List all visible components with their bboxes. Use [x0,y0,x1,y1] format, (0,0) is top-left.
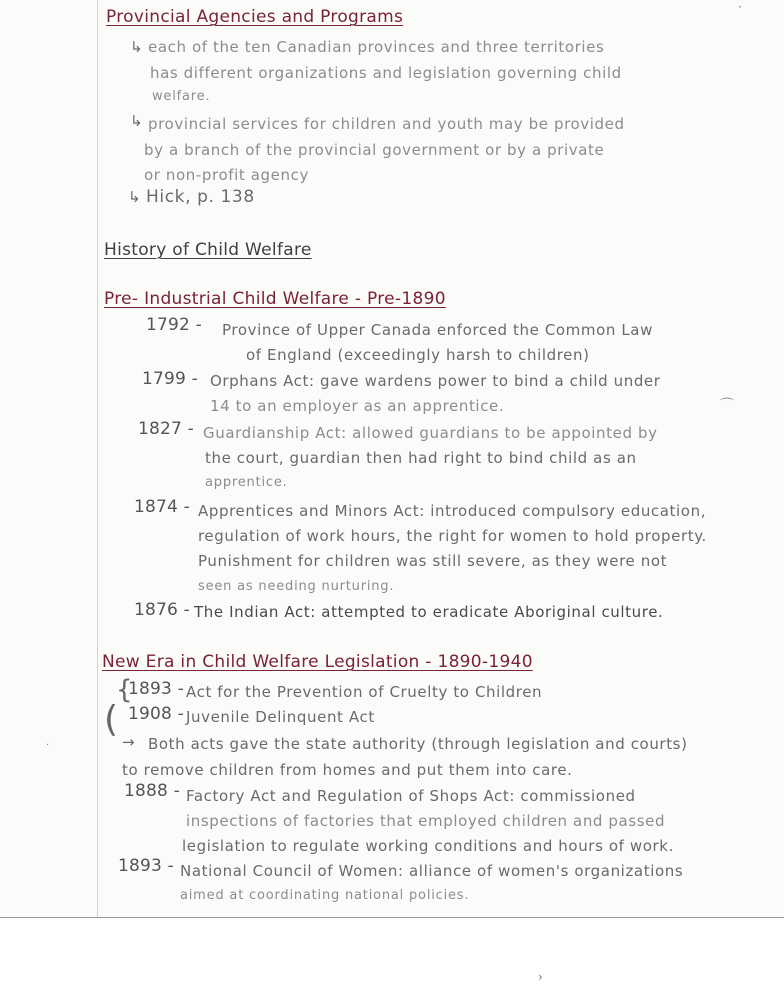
stray-mark: ⌒ [720,398,734,414]
note-line: has different organizations and legislation governing child [150,64,622,82]
page-edge [0,917,784,918]
bracket-icon: { [116,675,133,705]
arrow-icon: ↳ [128,188,142,206]
note-line: to remove children from homes and put them into care. [122,761,573,779]
entry-year: 1827 - [138,419,195,439]
entry-line: Apprentices and Minors Act: introduced compulsory education, [198,502,707,520]
entry-line: Juvenile Delinquent Act [186,708,375,726]
entry-line: aimed at coordinating national policies. [180,888,470,903]
entry-year: 1893 - [128,679,185,699]
entry-line: of England (exceedingly harsh to children) [246,346,590,364]
heading-pre-industrial: Pre- Industrial Child Welfare - Pre-1890 [104,289,446,309]
arrow-icon: ↳ [130,38,144,56]
margin-line [97,0,98,918]
entry-line: legislation to regulate working conditions and hours of work. [182,837,674,855]
note-line: each of the ten Canadian provinces and three territories [148,38,605,56]
bracket-icon: ( [104,699,119,740]
stray-mark: › [538,970,543,984]
entry-year: 1792 - [146,315,203,335]
entry-line: Factory Act and Regulation of Shops Act: commissioned [186,787,636,805]
note-line: Both acts gave the state authority (through legislation and courts) [148,735,688,753]
arrow-icon: ↳ [130,112,144,130]
entry-line: inspections of factories that employed children and passed [186,812,666,830]
entry-line: 14 to an employer as an apprentice. [210,397,505,415]
citation: Hick, p. 138 [146,187,255,207]
entry-year: 1874 - [134,497,191,517]
heading-history: History of Child Welfare [104,240,312,260]
entry-line: regulation of work hours, the right for women to hold property. [198,527,707,545]
note-line: by a branch of the provincial government or by a private [144,141,605,159]
note-line: welfare. [152,89,211,104]
entry-year: 1908 - [128,704,185,724]
entry-line: Orphans Act: gave wardens power to bind a child under [210,372,661,390]
arrow-icon: → [122,733,136,751]
entry-line: apprentice. [205,475,288,490]
heading-new-era: New Era in Child Welfare Legislation - 1890-1940 [102,652,533,672]
note-line: provincial services for children and youth may be provided [148,115,625,133]
stray-mark: · [46,740,50,751]
entry-line: National Council of Women: alliance of women's organizations [180,862,684,880]
entry-line: The Indian Act: attempted to eradicate Aboriginal culture. [194,603,664,621]
entry-line: seen as needing nurturing. [198,579,395,594]
entry-year: 1876 - [134,600,191,620]
entry-year: 1799 - [142,369,199,389]
stray-mark: · [738,0,742,14]
entry-line: Act for the Prevention of Cruelty to Children [186,683,543,701]
note-line: or non-profit agency [144,166,309,184]
entry-year: 1893 - [118,856,175,876]
entry-line: Guardianship Act: allowed guardians to be appointed by [203,424,658,442]
entry-line: Punishment for children was still severe, as they were not [198,552,668,570]
entry-year: 1888 - [124,781,181,801]
entry-line: the court, guardian then had right to bind child as an [205,449,637,467]
heading-provincial-agencies: Provincial Agencies and Programs [106,7,404,27]
entry-line: Province of Upper Canada enforced the Common Law [222,321,653,339]
